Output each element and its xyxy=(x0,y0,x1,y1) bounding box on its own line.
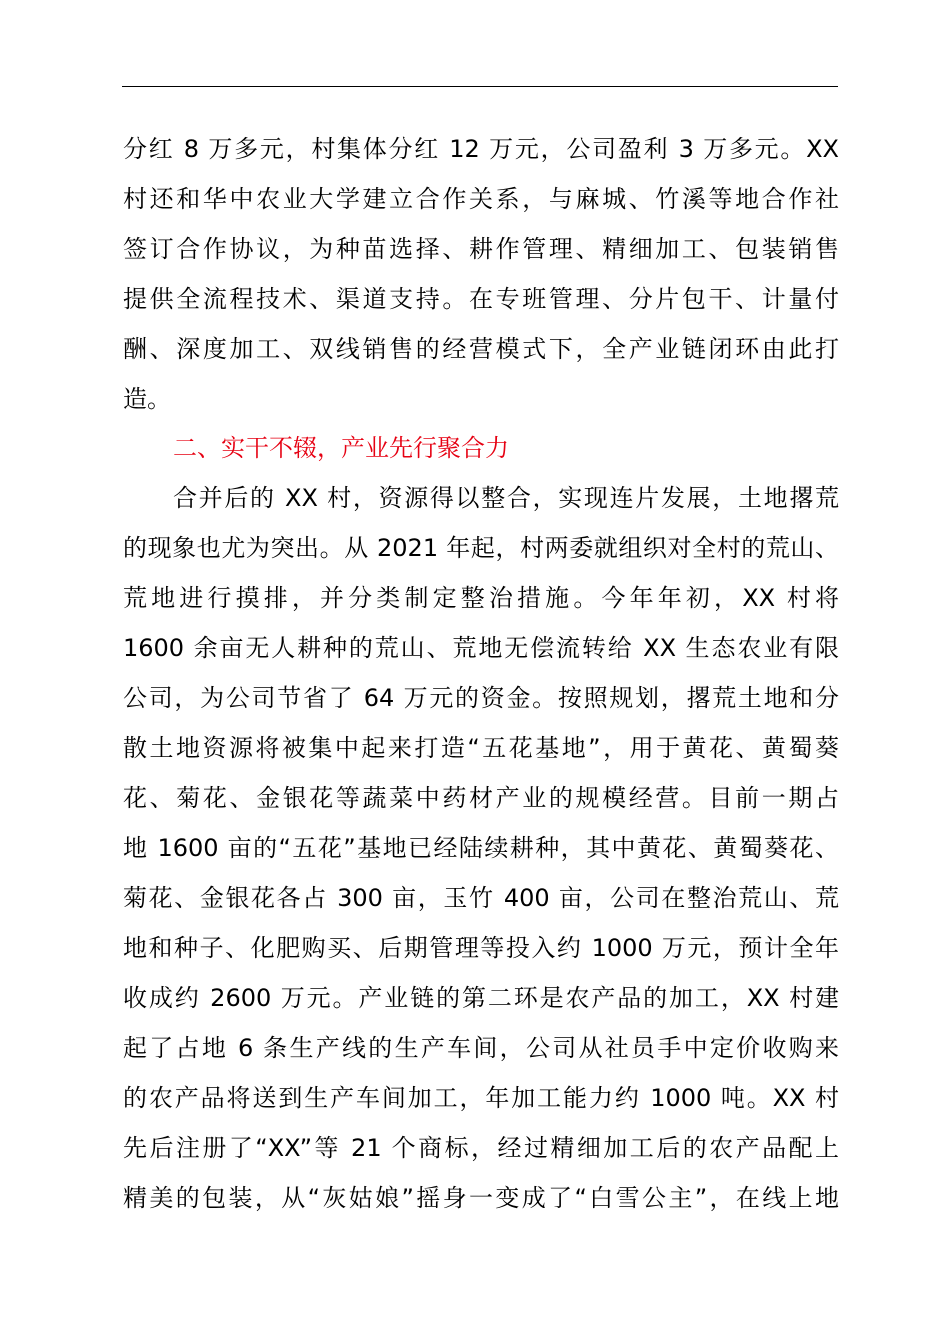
paragraph-line: 收成约 2600 万元。产业链的第二环是农产品的加工，XX 村建 xyxy=(123,984,839,1012)
paragraph-line: 1600 余亩无人耕种的荒山、荒地无偿流转给 XX 生态农业有限 xyxy=(123,634,839,662)
section-heading: 二、实干不辍，产业先行聚合力 xyxy=(173,434,509,462)
paragraph-line: 的农产品将送到生产车间加工，年加工能力约 1000 吨。XX 村 xyxy=(123,1084,839,1112)
paragraph-line: 地 1600 亩的“五花”基地已经陆续耕种，其中黄花、黄蜀葵花、 xyxy=(123,834,839,862)
paragraph-line: 的现象也尤为突出。从 2021 年起，村两委就组织对全村的荒山、 xyxy=(123,534,839,562)
paragraph-line: 起了占地 6 条生产线的生产车间，公司从社员手中定价收购来 xyxy=(123,1034,839,1062)
paragraph-line: 花、菊花、金银花等蔬菜中药材产业的规模经营。目前一期占 xyxy=(123,784,839,812)
paragraph-line: 散土地资源将被集中起来打造“五花基地”，用于黄花、黄蜀葵 xyxy=(123,734,839,762)
paragraph-line: 分红 8 万多元，村集体分红 12 万元，公司盈利 3 万多元。XX xyxy=(123,135,839,163)
paragraph-line: 荒地进行摸排，并分类制定整治措施。今年年初，XX 村将 xyxy=(123,584,839,612)
paragraph-line: 造。 xyxy=(123,385,171,413)
paragraph-line: 酬、深度加工、双线销售的经营模式下，全产业链闭环由此打 xyxy=(123,335,839,363)
header-divider xyxy=(122,86,838,87)
paragraph-line: 先后注册了“XX”等 21 个商标，经过精细加工后的农产品配上 xyxy=(123,1134,839,1162)
paragraph-line: 菊花、金银花各占 300 亩，玉竹 400 亩，公司在整治荒山、荒 xyxy=(123,884,839,912)
paragraph-line: 签订合作协议，为种苗选择、耕作管理、精细加工、包装销售 xyxy=(123,235,839,263)
paragraph-line: 提供全流程技术、渠道支持。在专班管理、分片包干、计量付 xyxy=(123,285,839,313)
paragraph-line: 公司，为公司节省了 64 万元的资金。按照规划，撂荒土地和分 xyxy=(123,684,839,712)
paragraph-line: 村还和华中农业大学建立合作关系，与麻城、竹溪等地合作社 xyxy=(123,185,839,213)
paragraph-line: 合并后的 XX 村，资源得以整合，实现连片发展，土地撂荒 xyxy=(173,484,839,512)
paragraph-line: 地和种子、化肥购买、后期管理等投入约 1000 万元，预计全年 xyxy=(123,934,839,962)
paragraph-line: 精美的包装，从“灰姑娘”摇身一变成了“白雪公主”，在线上地 xyxy=(123,1184,839,1212)
